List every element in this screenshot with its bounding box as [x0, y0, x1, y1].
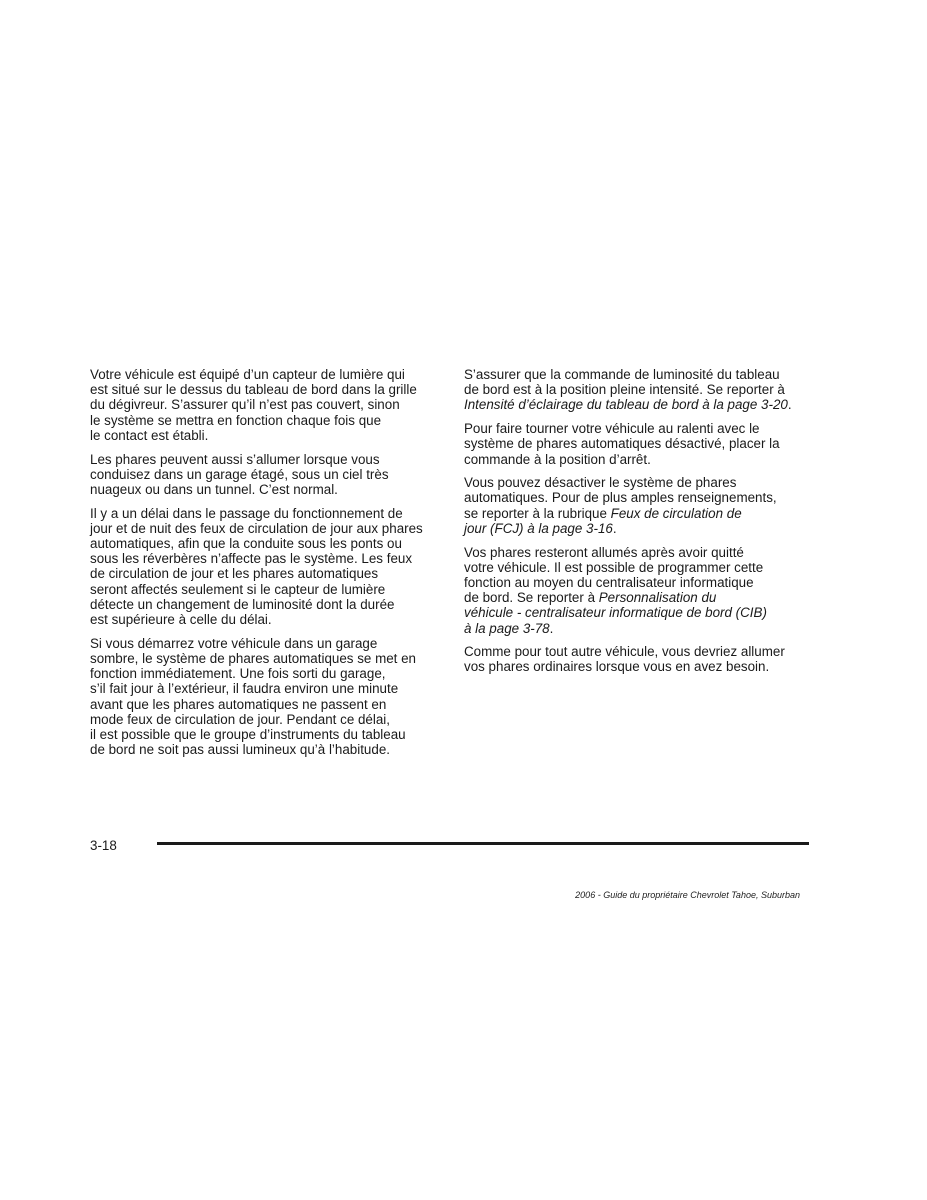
- right-column: [464, 367, 814, 683]
- cross-reference: Personnalisation du: [598, 590, 717, 606]
- text-line: [464, 621, 814, 636]
- text-line: de bord est à la position pleine intensité. Se reporter à: [464, 382, 785, 398]
- text-line: Vos phares resteront allumés après avoir quitté: [464, 544, 744, 560]
- text-line: Il y a un délai dans le passage du fonctionnement de: [90, 505, 403, 521]
- text-line: le système se mettra en fonction chaque fois que: [90, 412, 382, 428]
- paragraph-garage-tunnel: [90, 452, 442, 498]
- paragraph-light-sensor: [90, 367, 442, 443]
- text-line: Votre véhicule est équipé d’un capteur de lumière qui: [90, 367, 405, 382]
- text-line: fonction au moyen du centralisateur informatique: [464, 574, 754, 590]
- text-line: fonction immédiatement. Une fois sorti du garage,: [90, 666, 386, 682]
- cross-reference: véhicule - centralisateur informatique de bord (CIB): [464, 605, 767, 621]
- punctuation: .: [787, 397, 792, 413]
- text-line: sous les réverbères n’affecte pas le système. Les feux: [90, 551, 413, 567]
- cross-reference: jour (FCJ) à la page 3-16: [464, 520, 613, 536]
- text-fragment: se reporter à la rubrique: [464, 505, 611, 521]
- text-line: S’assurer que la commande de luminosité du tableau: [464, 367, 780, 382]
- punctuation: .: [612, 520, 617, 536]
- left-column: [90, 367, 442, 766]
- text-line: mode feux de circulation de jour. Pendant ce délai,: [90, 711, 390, 727]
- text-line: s’il fait jour à l’extérieur, il faudra environ une minute: [90, 681, 399, 697]
- paragraph-ordinary-headlamps: [464, 644, 814, 674]
- paragraph-dark-garage: [90, 636, 442, 758]
- text-line: il est possible que le groupe d’instruments du tableau: [90, 726, 406, 742]
- text-line: automatiques. Pour de plus amples renseignements,: [464, 490, 777, 506]
- cross-reference: Intensité d’éclairage du tableau de bord à la page 3-20: [464, 397, 788, 413]
- text-line: [464, 590, 814, 605]
- footer-text: 2006 - Guide du propriétaire Chevrolet Tahoe, Suburban: [575, 890, 800, 900]
- page-number: 3-18: [90, 838, 117, 853]
- text-line: est supérieure à celle du délai.: [90, 612, 272, 628]
- paragraph-stay-on: [464, 545, 814, 636]
- text-line: vos phares ordinaires lorsque vous en avez besoin.: [464, 659, 770, 675]
- text-line: jour et de nuit des feux de circulation de jour aux phares: [90, 520, 423, 536]
- footer-rule: [157, 842, 809, 845]
- text-line: Les phares peuvent aussi s’allumer lorsque vous: [90, 451, 380, 467]
- text-line: commande à la position d’arrêt.: [464, 451, 651, 467]
- paragraph-disable-system: [464, 475, 814, 536]
- text-line: du dégivreur. S’assurer qu’il n’est pas couvert, sinon: [90, 397, 400, 413]
- text-line: [464, 521, 814, 536]
- text-line: de bord ne soit pas aussi lumineux qu’à l’habitude.: [90, 742, 390, 758]
- text-line: nuageux ou dans un tunnel. C’est normal.: [90, 481, 338, 497]
- text-line: seront affectés seulement si le capteur de lumière: [90, 581, 386, 597]
- text-line: est situé sur le dessus du tableau de bord dans la grille: [90, 382, 417, 398]
- text-fragment: de bord. Se reporter à: [464, 590, 599, 606]
- text-line: Pour faire tourner votre véhicule au ralenti avec le: [464, 421, 760, 437]
- text-line: Si vous démarrez votre véhicule dans un garage: [90, 635, 378, 651]
- text-line: [464, 506, 814, 521]
- punctuation: .: [549, 620, 554, 636]
- text-line: [464, 397, 814, 412]
- text-line: conduisez dans un garage étagé, sous un ciel très: [90, 466, 389, 482]
- text-line: système de phares automatiques désactivé, placer la: [464, 436, 780, 452]
- cross-reference: à la page 3-78: [464, 620, 550, 636]
- text-line: sombre, le système de phares automatiques se met en: [90, 650, 417, 666]
- text-line: détecte un changement de luminosité dont la durée: [90, 596, 395, 612]
- text-line: avant que les phares automatiques ne passent en: [90, 696, 387, 712]
- cross-reference: Feux de circulation de: [610, 505, 742, 521]
- text-line: Vous pouvez désactiver le système de phares: [464, 475, 737, 491]
- paragraph-idle: [464, 421, 814, 467]
- text-line: automatiques, afin que la conduite sous les ponts ou: [90, 536, 402, 552]
- text-line: Comme pour tout autre véhicule, vous devriez allumer: [464, 644, 785, 660]
- paragraph-brightness-control: [464, 367, 814, 413]
- text-line: le contact est établi.: [90, 427, 209, 443]
- text-line: de circulation de jour et les phares automatiques: [90, 566, 379, 582]
- paragraph-delay: [90, 506, 442, 628]
- text-line: votre véhicule. Il est possible de programmer cette: [464, 559, 764, 575]
